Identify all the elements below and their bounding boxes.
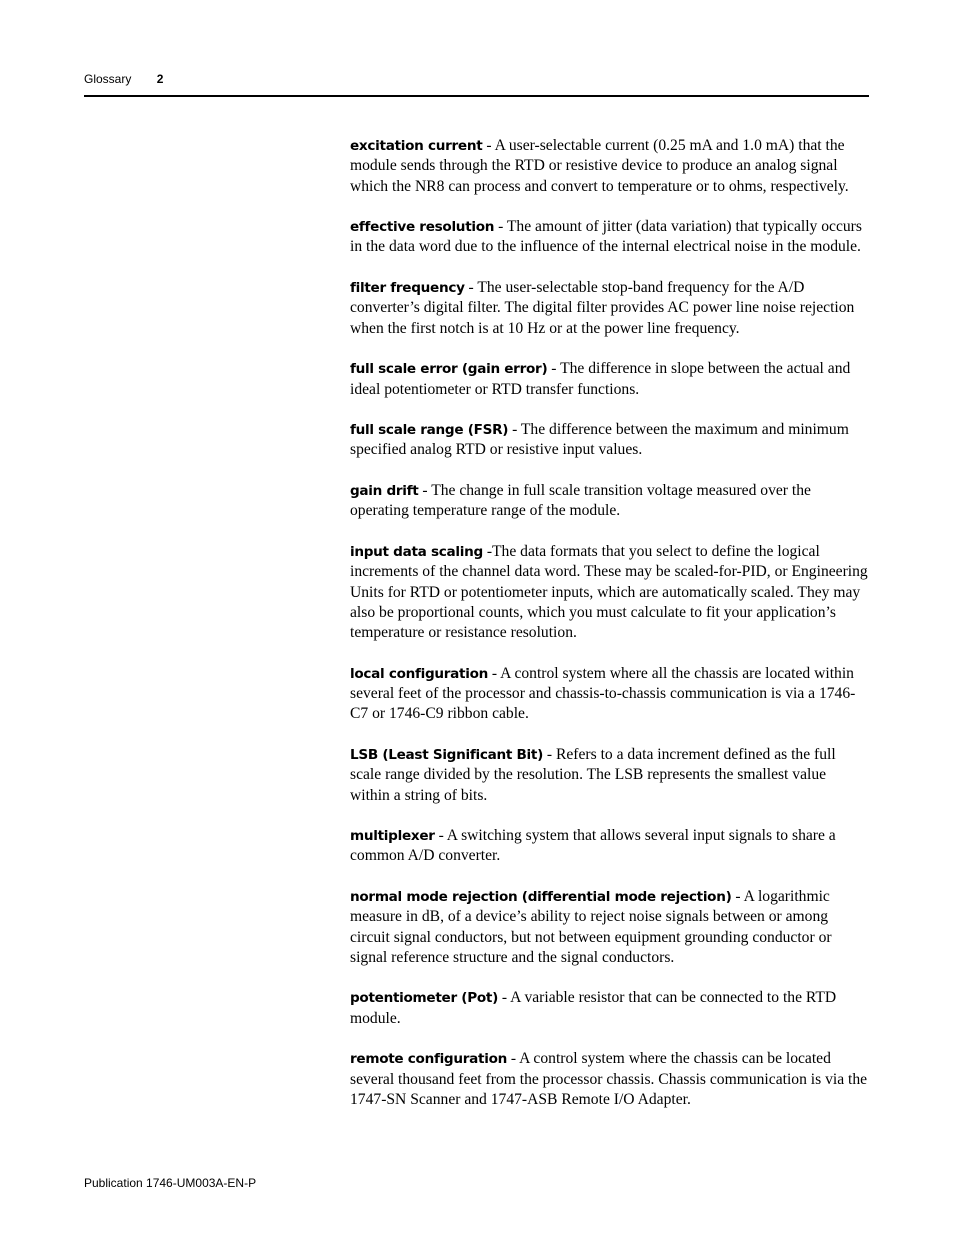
glossary-term: input data scaling <box>350 543 483 560</box>
publication-footer: Publication 1746-UM003A-EN-P <box>84 1176 257 1190</box>
page-number: 2 <box>156 72 164 86</box>
glossary-entry-gain-drift <box>350 481 869 522</box>
glossary-term: effective resolution <box>350 219 495 236</box>
glossary-entry-full-scale-range <box>350 420 869 461</box>
glossary-entry-multiplexer <box>350 826 869 867</box>
glossary-term: normal mode rejection (differential mode rejection) <box>350 888 732 905</box>
glossary-definition: - The amount of jitter (data variation) that typically occurs in the data word due to the influence of the internal electrical noise in the module. <box>350 218 862 256</box>
glossary-list <box>350 136 869 1131</box>
glossary-definition: - A logarithmic measure in dB, of a device’s ability to reject noise signals between or among circuit signal conductors, but not between equipment grounding conductor or signal reference structure and the signal conductors. <box>350 887 832 966</box>
glossary-entry-remote-configuration <box>350 1049 869 1110</box>
glossary-entry-local-configuration <box>350 664 869 725</box>
glossary-term: excitation current <box>350 138 483 154</box>
glossary-definition: - A control system where all the chassis are located within several feet of the processor and chassis-to-chassis communication is via a 1746-C7 or 1746-C9 ribbon cable. <box>350 664 856 723</box>
section-title: Glossary <box>84 72 132 86</box>
glossary-definition: -The data formats that you select to define the logical increments of the channel data word. These may be scaled-for-PID, or Engineering Units for RTD or potentiometer inputs, which are automatically scaled. They may also be proportional counts, which you must calculate to fit your application’s temperature or resistance resolution. <box>350 542 868 642</box>
glossary-term: multiplexer <box>350 828 435 845</box>
glossary-entry-full-scale-error <box>350 359 869 400</box>
page-header <box>84 72 869 86</box>
glossary-term: local configuration <box>350 665 489 682</box>
glossary-entry-lsb <box>350 745 869 806</box>
glossary-entry-excitation-current <box>350 136 869 197</box>
glossary-entry-effective-resolution <box>350 217 869 258</box>
glossary-term: full scale range (FSR) <box>350 422 509 439</box>
glossary-term: potentiometer (Pot) <box>350 990 499 1007</box>
glossary-definition: - The change in full scale transition voltage measured over the operating temperature range of the module. <box>350 482 811 520</box>
glossary-term: gain drift <box>350 483 419 500</box>
glossary-definition: - A control system where the chassis can be located several thousand feet from the processor chassis. Chassis communication is via the 1747-SN Scanner and 1747-ASB Remote I/O Adapter. <box>350 1050 868 1108</box>
glossary-term: full scale error (gain error) <box>350 361 548 378</box>
glossary-definition: - A user-selectable current (0.25 mA and 1.0 mA) that the module sends through the RTD or resistive device to produce an analog signal which the NR8 can process and convert to temperature or to ohms, respectively. <box>350 137 849 195</box>
glossary-term: LSB (Least Significant Bit) <box>350 746 543 763</box>
glossary-definition: - The difference in slope between the actual and ideal potentiometer or RTD transfer functions. <box>350 360 851 398</box>
glossary-term: remote configuration <box>350 1051 507 1068</box>
glossary-entry-potentiometer <box>350 988 869 1029</box>
glossary-definition: - The user-selectable stop-band frequency for the A/D converter’s digital filter. The digital filter provides AC power line noise rejection when the first notch is at 10 Hz or at the power line frequency. <box>350 279 855 337</box>
glossary-definition: - A variable resistor that can be connected to the RTD module. <box>350 989 837 1027</box>
glossary-definition: - The difference between the maximum and minimum specified analog RTD or resistive input values. <box>350 421 849 459</box>
glossary-definition: - A switching system that allows several input signals to share a common A/D converter. <box>350 827 836 865</box>
glossary-entry-normal-mode-rejection <box>350 887 869 968</box>
glossary-entry-filter-frequency <box>350 278 869 339</box>
header-rule <box>84 95 869 97</box>
glossary-term: filter frequency <box>350 280 465 297</box>
glossary-entry-input-data-scaling <box>350 542 869 643</box>
glossary-definition: - Refers to a data increment defined as the full scale range divided by the resolution. The LSB represents the smallest value within a string of bits. <box>350 745 836 804</box>
